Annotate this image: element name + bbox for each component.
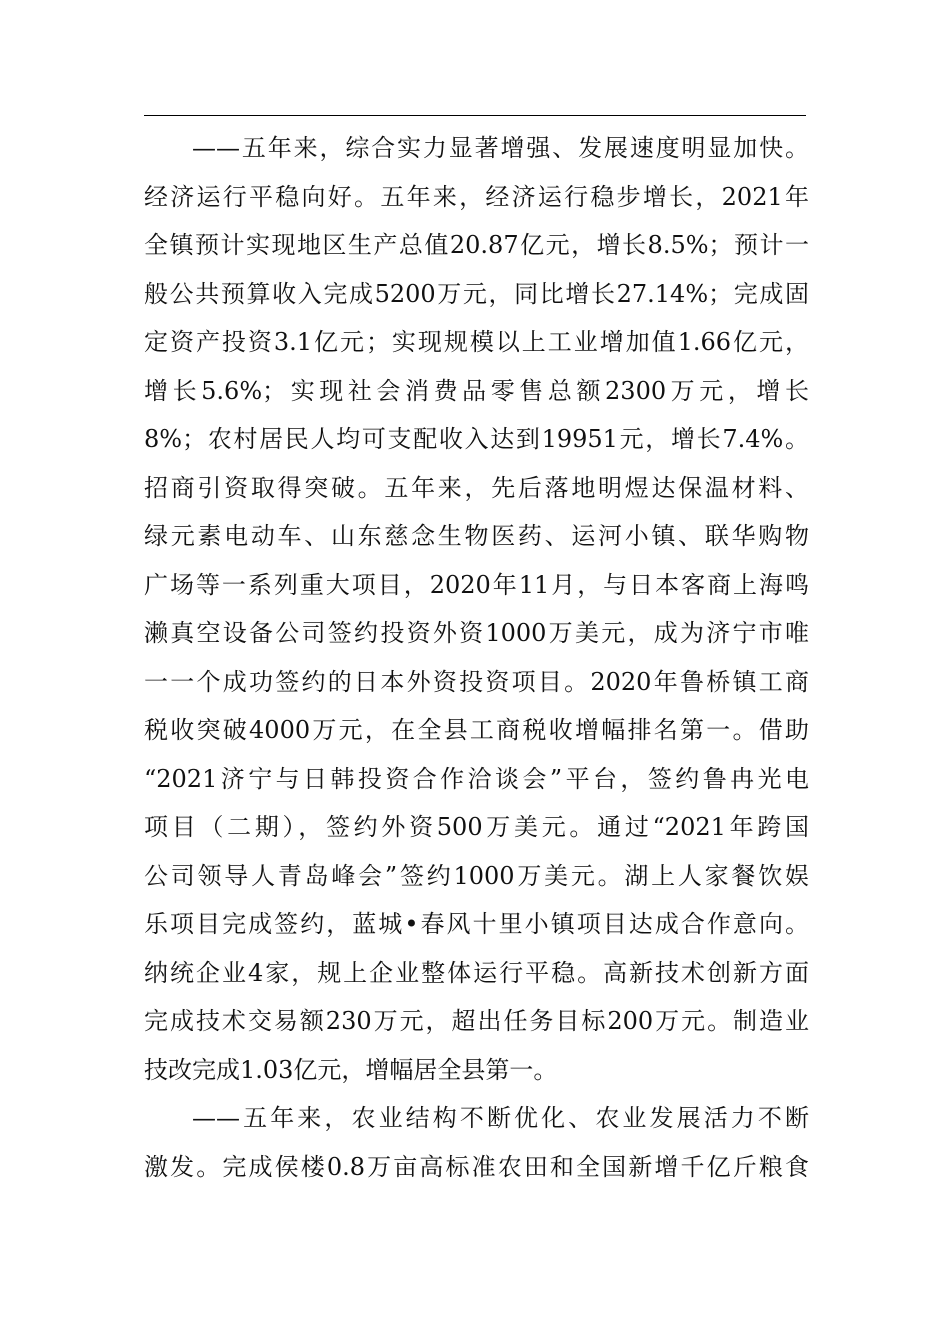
header-rule	[144, 115, 806, 116]
paragraph-line: 增长5.6%；实现社会消费品零售总额2300万元，增长	[144, 376, 809, 405]
paragraph-line: 税收突破4000万元，在全县工商税收增幅排名第一。借助	[144, 716, 809, 744]
paragraph-line: 公司领导人青岛峰会”签约1000万美元。湖上人家餐饮娱	[144, 861, 809, 890]
paragraph-line: 绿元素电动车、山东慈念生物医药、运河小镇、联华购物	[144, 522, 809, 550]
paragraph-line: “2021济宁与日韩投资合作洽谈会”平台，签约鲁冉光电	[144, 764, 809, 793]
paragraph-line: 技改完成1.03亿元，增幅居全县第一。	[144, 1055, 558, 1084]
paragraph-line: 全镇预计实现地区生产总值20.87亿元，增长8.5%；预计一	[144, 231, 809, 259]
paragraph-line: 一一个成功签约的日本外资投资项目。2020年鲁桥镇工商	[144, 667, 809, 696]
paragraph-line: 招商引资取得突破。五年来，先后落地明煜达保温材料、	[144, 473, 809, 502]
paragraph-line: 8%；农村居民人均可支配收入达到19951元，增长7.4%。	[144, 425, 809, 453]
paragraph-line: ——五年来，农业结构不断优化、农业发展活力不断	[192, 1104, 809, 1132]
body-text	[144, 124, 809, 1191]
paragraph-line: 激发。完成侯楼0.8万亩高标准农田和全国新增千亿斤粮食	[144, 1152, 809, 1181]
paragraph-line: 定资产投资3.1亿元；实现规模以上工业增加值1.66亿元，	[144, 328, 809, 356]
paragraph-line: ——五年来，综合实力显著增强、发展速度明显加快。	[192, 134, 809, 162]
paragraph-line: 纳统企业4家，规上企业整体运行平稳。高新技术创新方面	[144, 958, 809, 987]
paragraph-line: 乐项目完成签约，蓝城•春风十里小镇项目达成合作意向。	[144, 910, 809, 938]
paragraph-line: 广场等一系列重大项目，2020年11月，与日本客商上海鸣	[144, 570, 809, 599]
paragraph-line: 经济运行平稳向好。五年来，经济运行稳步增长，2021年	[144, 182, 809, 211]
paragraph-line: 项目（二期），签约外资500万美元。通过“2021年跨国	[144, 813, 809, 841]
paragraph-line: 濑真空设备公司签约投资外资1000万美元，成为济宁市唯	[144, 619, 809, 647]
paragraph-line: 完成技术交易额230万元，超出任务目标200万元。制造业	[144, 1007, 809, 1035]
paragraph-line: 般公共预算收入完成5200万元，同比增长27.14%；完成固	[144, 279, 809, 308]
